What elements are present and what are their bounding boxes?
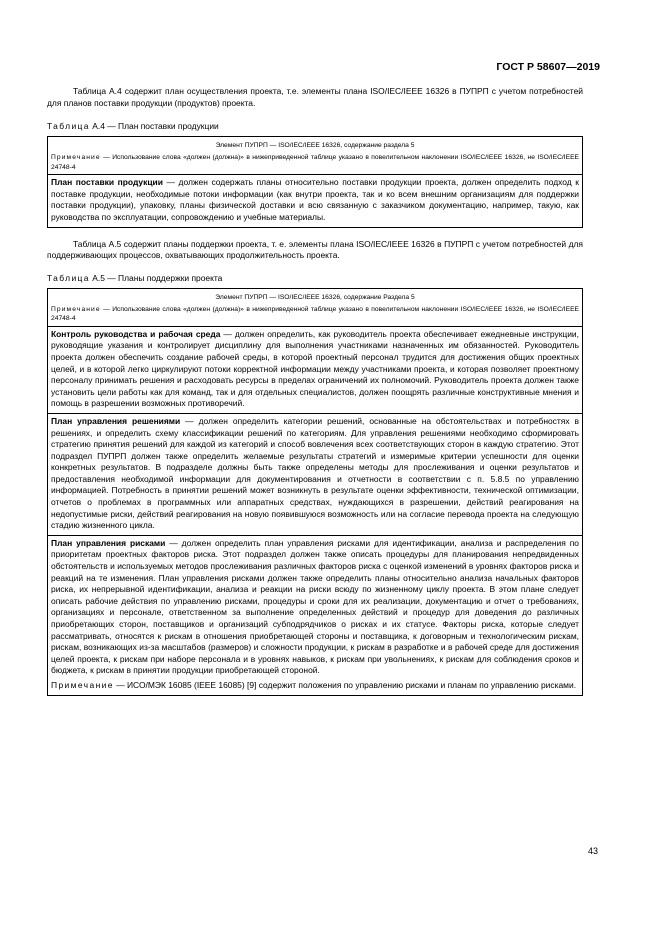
table-header-title: Элемент ПУПРП — ISO/IEC/IEEE 16326, содержание Раздела 5 (215, 293, 415, 301)
table-row (48, 326, 583, 413)
row-text: — должен определить план управления рисками для идентификации, анализа и распределения по приоритетам проектных факторов риска. Этот подраздел должен также описать процедуры для планирования непредвиденных обстоятельств и используемых методов прослеживания различных факторов риска с оценкой изменений в уровнях факторов риска и реакций на те изменения. План управления рисками должен также определить планы относительно анализа начальных факторов риска, их непрерывной идентификации, анализа и реакции на риски всюду по жизненному циклу проекта. В этом плане следует описать рабочие действия по управлению рисками, процедуры и сроки для их реализации, документацию и отчет о требованиях, организациях и персонале, ответственном за выполнение определенных действий и процедур для доведения до различных приобретающих сторон, поставщиков и организаций субподрядчиков о рисках и их статусе. Факторы риска, которые следует рассматривать, относятся к рискам в отношения приобретающей стороны и поставщика, к договорным и технологическим рискам, рискам, возникающих из-за масштабов (размеров) и сложности продукции, к рискам в разработке и в рабочей среде для достижения целей проекта, к рискам при наборе персонала и в уровнях навыков, к рискам при увольнениях, к рискам для соблюдения сроков и бюджета, к рискам в принятии продукции приобретающей стороной. (51, 537, 579, 676)
row-term: План управления решениями (51, 415, 181, 426)
table-row (48, 175, 583, 227)
row-note (51, 680, 579, 692)
table-header-cell (48, 137, 583, 175)
table-row (48, 413, 583, 535)
table-row (48, 535, 583, 695)
caption-text: A.4 — План поставки продукции (89, 121, 219, 132)
standard-designation: ГОСТ Р 58607—2019 (496, 61, 600, 73)
row-term: План поставки продукции (51, 177, 163, 188)
table-a5 (47, 288, 583, 696)
note-text: — ИСО/МЭК 16085 (IEEE 16085) [9] содержит положения по управлению рисками и планам по управлению рисками. (113, 679, 577, 690)
table-header-title: Элемент ПУПРП — ISO/IEC/IEEE 16326, содержание раздела 5 (215, 142, 415, 150)
intro-paragraph-a4: Таблица A.4 содержит план осуществления проекта, т.е. элементы плана ISO/IEC/IEEE 16326 в ПУПРП с учетом потребностей для планов поставки продукции (продуктов) проекта. (47, 86, 583, 108)
table-header-cell (48, 288, 583, 326)
caption-text: A.5 — Планы поддержки проекта (89, 272, 223, 283)
table-header-note (48, 303, 582, 326)
table-a4-caption (47, 121, 583, 132)
page-content (47, 86, 583, 696)
note-label: Примечание (51, 679, 114, 690)
note-text: — Использование слова «должен (должна)» в нижеприведенной таблице указано в повелительном наклонении ISO/IEC/IEEE 16326, не ISO/IEC/IEEE 24748-4 (51, 305, 579, 323)
row-term: Контроль руководства и рабочая среда (51, 328, 221, 339)
caption-label: Таблица (47, 121, 90, 132)
note-label: Примечание (51, 305, 101, 313)
row-text: — должен определить, как руководитель проекта обеспечивает ежедневные инструкции, руководящие указания и контролирует дисциплину для выполнения участниками назначенных им обязанностей. Руководитель проекта должен обеспечить создание рабочей среды, в которой проектный персонал трудится для достижения общих проектных целей, и в которой легко циркулируют потоки корректной информации между участниками проекта, и которая позволяет проектному персоналу принимать решения и расходовать ресурсы в пределах ограничений их полномочий. Руководитель проекта должен также установить цели работы как для команд, так и для отдельных специалистов, должен поощрять различные конструктивные мнения и помощь в разрешении возможных противоречий. (51, 328, 579, 409)
row-text: — должен определить категории решений, основанные на обстоятельствах и потребностях в решениях, и определить схему классификации решений по категориям. Для управления решениями необходимо сформировать стратегию принятия решений для каждой из категорий и способ вовлечения всех соответствующих сторон в каждую стратегию. Этот подраздел ПУПРП должен также определить желаемые результаты стратегий и измеримые критерии успешности для оценки конкретных результатов. В подразделе должны быть также определены методы для прослеживания и оценки результатов и предоставления необходимой информации для документирования и отчетности в соответствии с п. 5.8.5 по управлению информацией. Потребность в принятии решений может возникнуть в результате оценки эффективности, технической оптимизации, отчетов о проблемах в программных или аппаратных средствах, нуждающихся в разрешении, действий реагирования на недопустимые риски, действий реагирования на новую появившуюся возможность или на согласие перевода проекта на следующую стадию жизненного цикла. (51, 415, 579, 531)
caption-label: Таблица (47, 272, 90, 283)
table-a5-caption (47, 273, 583, 284)
table-header-note (48, 151, 582, 174)
note-label: Примечание (51, 154, 101, 162)
row-text: — должен содержать планы относительно поставки продукции проекта, должен определить подход к поставке продукции, необходимые потоки информации (как внутри проекта, так и ко всем внешним организациям для поддержки поставки продукции), упаковку, планы физической доставки и всю связанную с заказчиком документацию, например, такую, как руководства по эксплуатации, сопровождению и учебные материалы. (51, 177, 579, 222)
page-number: 43 (587, 846, 598, 856)
note-text: — Использование слова «должен (должна)» в нижеприведенной таблице указано в повелительном наклонении ISO/IEC/IEEE 16326, не ISO/IEC/IEEE 24748-4 (51, 154, 579, 171)
intro-paragraph-a5: Таблица A.5 содержит планы поддержки проекта, т. е. элементы плана ISO/IEC/IEEE 16326 в ПУПРП с учетом потребностей для поддерживающих процессов, охватывающих продолжительность проекта. (47, 238, 583, 261)
row-term: План управления рисками (51, 537, 166, 548)
table-a4 (47, 136, 583, 227)
